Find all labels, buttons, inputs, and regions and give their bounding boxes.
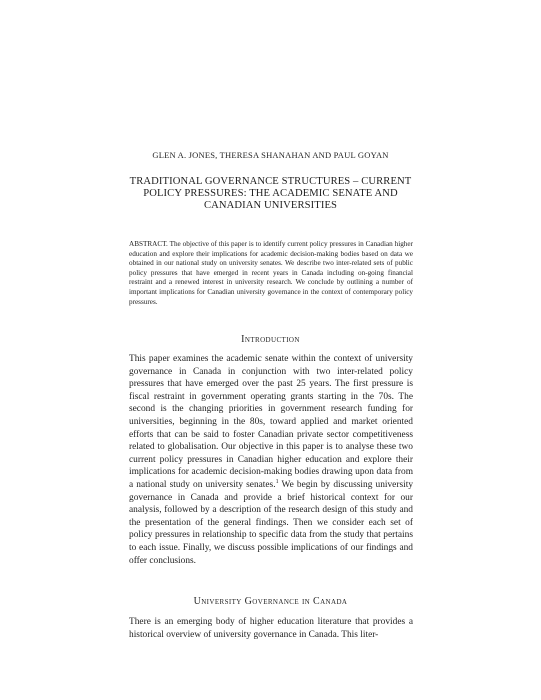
paper-title: TRADITIONAL GOVERNANCE STRUCTURES – CURRENT POLICY PRESSURES: THE ACADEMIC SENATE AND CANADIAN UNIVERSITIES — [129, 176, 412, 211]
section-heading-governance: University Governance in Canada — [193, 596, 348, 607]
introduction-text: This paper examines the academic senate within the context of university governance in Canada in conjunction with two inter-related policy pressures that have emerged over the past 25 years. The first pressure is fiscal restraint in government operating grants starting in the 70s. The second is the changing priorities in government research funding for universities, beginning in the 80s, toward applied and market oriented efforts that can be said to foster Canadian private sector competitiveness related to globalisation. Our objective in this paper is to analyse these two current policy pressures in Canadian higher education and explore their implications for academic decision-making bodies drawing upon data from a national study on university senates. — [129, 354, 413, 490]
introduction-text-continued: We begin by discussing university governance in Canada and provide a brief historical context for our analysis, followed by a description of the research design of this study and the presentation of the general findings. Then we consider each set of policy pressures in relationship to specific data from the study that pertains to each issue. Finally, we discuss possible implications of our findings and offer conclusions. — [129, 479, 414, 566]
section-heading-introduction: Introduction — [241, 334, 300, 345]
introduction-paragraph — [129, 353, 413, 567]
abstract-paragraph: ABSTRACT. The objective of this paper is to identify current policy pressures in Canadian higher education and explore their implications for academic decision-making bodies based on data we obtained in our national study on university senates. We describe two inter-related sets of public policy pressures that have emerged in recent years in Canada including on-going financial restraint and a renewed interest in university research. We conclude by outlining a number of important implications for Canadian university governance in the context of contemporary policy pressures. — [129, 240, 413, 306]
governance-paragraph: There is an emerging body of higher education literature that provides a historical overview of university governance in Canada. This liter- — [129, 617, 413, 640]
footnote-marker: 1 — [275, 478, 279, 485]
author-line: GLEN A. JONES, THERESA SHANAHAN AND PAUL GOYAN — [152, 150, 389, 160]
